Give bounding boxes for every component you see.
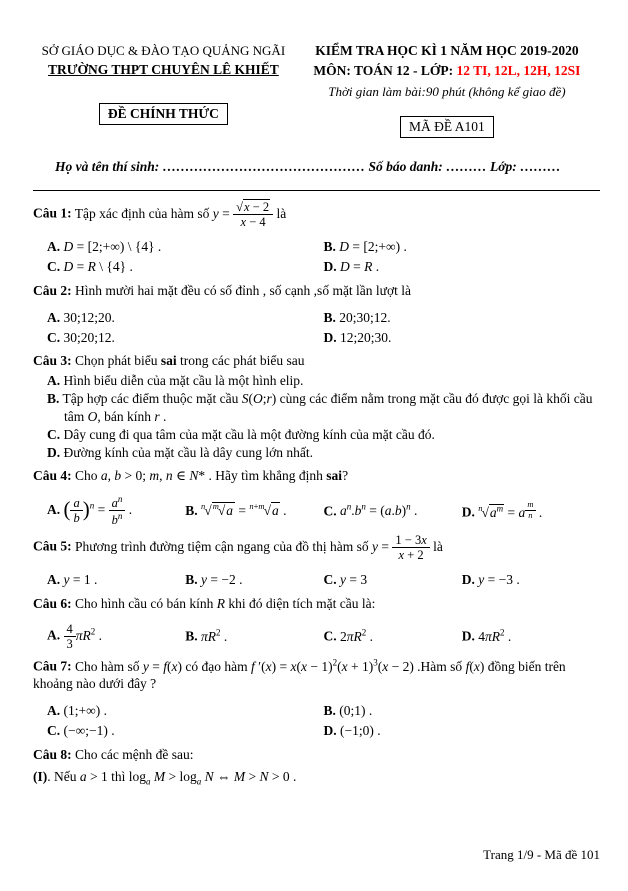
header-divider: [33, 190, 600, 191]
option-b: [324, 309, 601, 327]
option-c: [47, 722, 324, 740]
question-5: [33, 533, 600, 589]
option-text: 30;20;12.: [63, 329, 115, 345]
option-key: C.: [47, 723, 61, 739]
option-key: B.: [323, 703, 336, 719]
subject-label: MÔN: TOÁN 12 - LỚP:: [313, 62, 454, 78]
option-text: 12;20;30.: [340, 329, 392, 345]
option-text: y = 3: [340, 572, 368, 588]
option-key: A.: [47, 373, 61, 389]
question-text: Cho hàm số y = f(x) có đạo hàm f $'(x) = x(x - 1)^2(x + 1)^3(x - 2)$ .Hàm số f(x) đồng biến trên khoảng nào dưới đây ?: [33, 657, 566, 692]
department-name: SỞ GIÁO DỤC & ĐÀO TẠO QUẢNG NGÃI: [41, 43, 286, 58]
option-key: D.: [323, 259, 337, 275]
question-1: [33, 200, 600, 276]
option-text: y = 1 .: [63, 572, 98, 588]
question-label: Câu 5:: [33, 539, 72, 555]
options: [33, 571, 600, 589]
official-exam-box: ĐỀ CHÍNH THỨC: [99, 103, 228, 125]
option-b: [47, 390, 600, 426]
option-d: [462, 627, 600, 645]
option-key: B.: [185, 503, 198, 519]
option-text: ( $\frac{a}{b}$ )$^n$ = $\frac{a^n}{b^n}$ .: [63, 494, 133, 528]
options: [33, 372, 600, 461]
question-8: [33, 746, 600, 788]
options: [33, 622, 600, 651]
option-key: C.: [47, 426, 61, 442]
student-info-line: Họ và tên thí sinh: ……………………………………… Số báo danh: ……… Lớp: ………: [55, 158, 561, 174]
option-c: [47, 329, 324, 347]
options: [33, 309, 600, 347]
option-a: [47, 372, 600, 390]
option-text: (1;+∞) .: [63, 703, 107, 719]
option-text: (−1;0) .: [340, 723, 381, 739]
option-c: [324, 502, 462, 520]
option-key: D.: [461, 504, 475, 520]
page-number: Trang 1/9 - Mã đề 101: [483, 846, 600, 862]
option-a: [47, 494, 185, 527]
option-a: [47, 702, 324, 720]
option-key: D.: [323, 723, 337, 739]
option-text: $^n√a^m = a$ $\frac{m}{n}$ .: [478, 499, 543, 520]
option-key: A.: [47, 627, 61, 643]
option-key: C.: [323, 572, 337, 588]
option-text: $2\pi R^2$ .: [340, 627, 374, 644]
question-label: Câu 4:: [33, 468, 72, 484]
option-text: Đường kính của mặt cầu là dây cung lớn nhất.: [63, 444, 314, 460]
option-key: A.: [47, 239, 61, 255]
question-label: Câu 8:: [33, 746, 72, 762]
option-text: Tập hợp các điểm thuộc mặt cầu S(O;r) cùng các điểm nằm trong mặt cầu đó được gọi là khối cầu tâm O, bán kính r .: [62, 391, 593, 424]
option-text: D = R \ {4} .: [63, 259, 133, 275]
option-key: D.: [461, 572, 475, 588]
option-a: [47, 238, 324, 256]
options: [33, 702, 600, 740]
header-right: [294, 42, 600, 138]
question-text: Chọn phát biểu sai trong các phát biểu sau: [75, 353, 305, 369]
question-4: [33, 467, 600, 527]
option-key: C.: [47, 259, 61, 275]
option-text: $^n$√$^m$√a = $^{n+m}$√a .: [201, 501, 287, 519]
option-b: [324, 238, 601, 256]
option-key: D.: [461, 628, 475, 644]
option-text: (0;1) .: [339, 703, 373, 719]
option-text: Dây cung đi qua tâm của mặt cầu là một đường kính của mặt cầu đó.: [63, 426, 435, 442]
option-text: $a^n.b^n = (a.b)^n$ .: [340, 501, 418, 519]
question-label: Câu 2:: [33, 283, 72, 299]
question-text: Cho a, b > 0; m, n ∈ N* . Hãy tìm khẳng định sai?: [75, 468, 349, 484]
option-key: A.: [47, 572, 61, 588]
option-text: y = −2 .: [201, 572, 243, 588]
exam-title: KIỂM TRA HỌC KÌ 1 NĂM HỌC 2019-2020: [315, 43, 579, 58]
option-b: [185, 627, 323, 645]
option-key: B.: [185, 628, 198, 644]
option-text: $\pi R^2$ .: [201, 627, 228, 644]
option-key: A.: [47, 703, 61, 719]
option-text: D = [2;+∞) \ {4} .: [63, 239, 162, 255]
school-name: TRƯỜNG THPT CHUYÊN LÊ KHIẾT: [48, 62, 279, 78]
option-key: A.: [47, 501, 61, 517]
question-text: Cho các mệnh đề sau:: [75, 746, 194, 762]
option-text: (−∞;−1) .: [63, 723, 115, 739]
option-text: 30;12;20.: [63, 309, 115, 325]
duration-note: Thời gian làm bài:90 phút (không kể giao đề): [328, 83, 566, 99]
option-text: $\frac{4}{3}$ $\pi R^2$ .: [64, 628, 103, 643]
question-label: Câu 6:: [33, 596, 72, 612]
option-text: 20;30;12.: [339, 309, 391, 325]
question-label: Câu 3:: [33, 353, 72, 369]
question-label: Câu 1:: [33, 206, 72, 221]
option-c: [47, 426, 600, 444]
option-c: [324, 571, 462, 589]
statement-1: (I). Nếu a > 1 thì $\log_a M > \log_a N$ ⇔ M > N > 0 .: [33, 768, 297, 787]
header-left: [33, 42, 294, 138]
option-key: C.: [323, 628, 337, 644]
option-key: A.: [47, 309, 61, 325]
option-d: [324, 258, 601, 276]
option-d: [462, 571, 600, 589]
option-key: B.: [47, 391, 60, 407]
option-text: D = [2;+∞) .: [339, 239, 407, 255]
question-7: [33, 657, 600, 740]
option-c: [324, 627, 462, 645]
option-key: C.: [47, 329, 61, 345]
options: [33, 238, 600, 276]
option-d: [462, 500, 600, 521]
option-text: $4\pi R^2$ .: [478, 627, 512, 644]
option-a: [47, 622, 185, 651]
option-c: [47, 258, 324, 276]
option-b: [185, 571, 323, 589]
option-key: D.: [323, 329, 337, 345]
option-d: [324, 329, 601, 347]
option-d: [324, 722, 601, 740]
option-b: [324, 702, 601, 720]
class-list: 12 TI, 12L, 12H, 12SI: [453, 62, 581, 78]
question-text: Hình mười hai mặt đều có số đỉnh , số cạnh ,số mặt lần lượt là: [75, 283, 411, 299]
page-header: [33, 42, 600, 138]
question-text: Cho hình cầu có bán kính R khi đó diện tích mặt cầu là:: [75, 596, 376, 612]
exam-code-box: MÃ ĐỀ A101: [400, 116, 494, 138]
option-b: [185, 501, 323, 520]
option-a: [47, 571, 185, 589]
option-text: D = R .: [340, 259, 380, 275]
question-6: [33, 595, 600, 651]
question-2: [33, 282, 600, 346]
question-text: Phương trình đường tiệm cận ngang của đồ thị hàm số y = $\frac{1 - 3x}{x + 2}$ là: [75, 533, 443, 563]
subject-line: [294, 62, 600, 80]
option-key: B.: [323, 309, 336, 325]
option-d: [47, 444, 600, 462]
option-key: D.: [47, 444, 61, 460]
option-text: Hình biểu diễn của mặt cầu là một hình elip.: [63, 373, 304, 389]
options: [33, 494, 600, 527]
option-a: [47, 309, 324, 327]
option-text: y = −3 .: [478, 572, 520, 588]
option-key: B.: [323, 239, 336, 255]
question-3: [33, 352, 600, 461]
question-label: Câu 7:: [33, 658, 72, 674]
option-key: B.: [185, 572, 198, 588]
question-text: Tập xác định của hàm số y = $\frac{√x - 2}{x - 4}$ là: [74, 200, 287, 230]
option-key: C.: [323, 503, 337, 519]
